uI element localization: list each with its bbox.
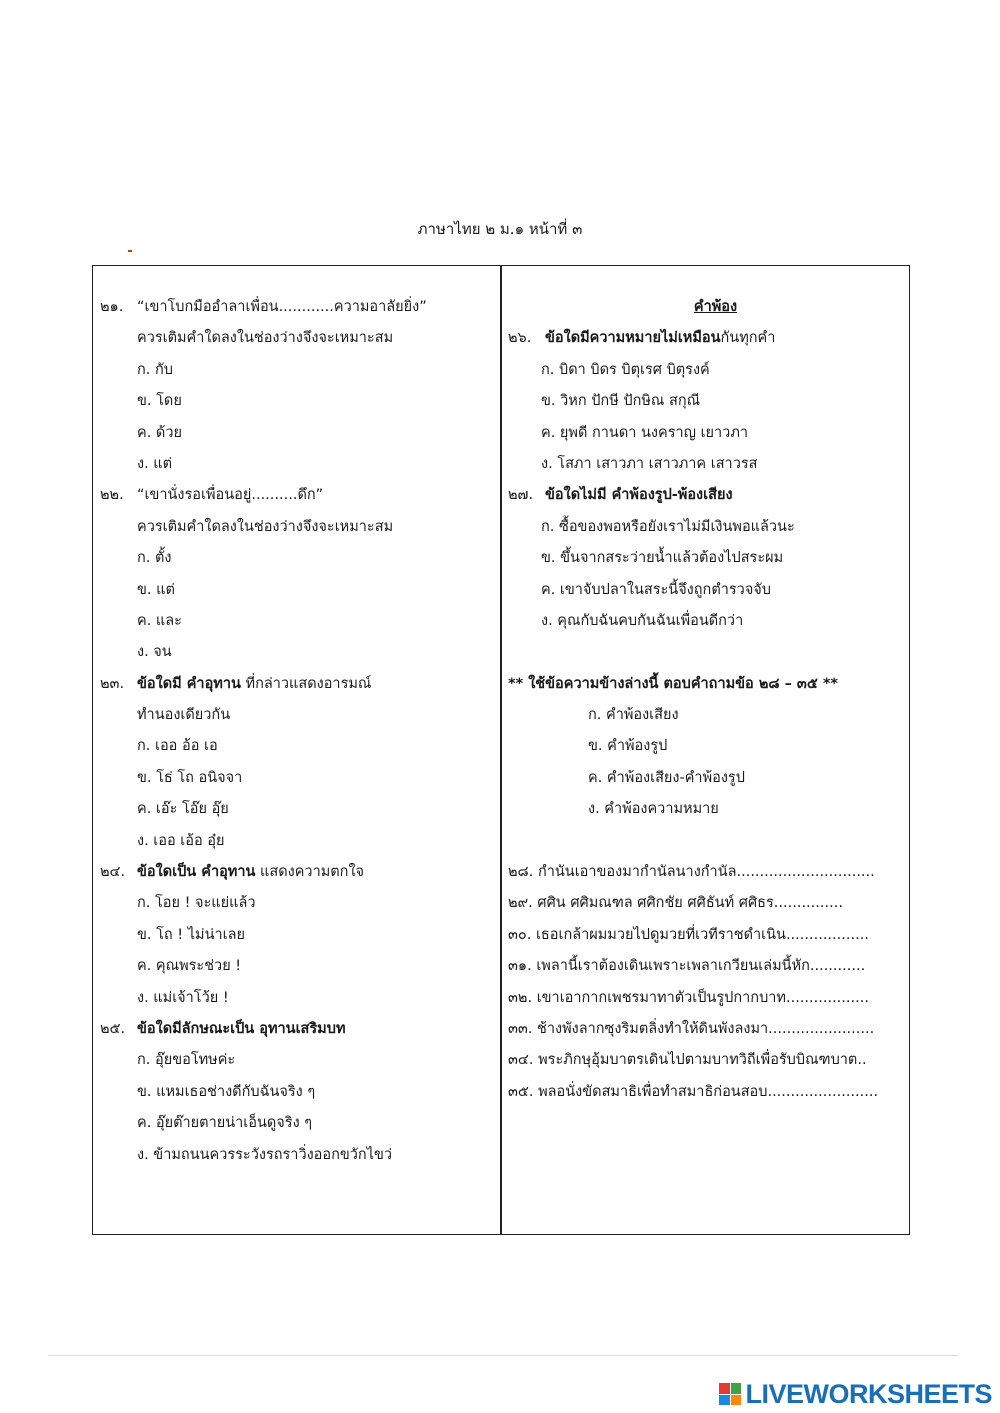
option-c[interactable]: ค. ยุพดี กานดา นงคราญ เยาวภา — [541, 424, 749, 441]
scan-edge — [48, 1355, 958, 1356]
option-d[interactable]: ง. โสภา เสาวภา เสาวภาค เสาวรส — [541, 455, 758, 472]
left-column — [100, 292, 495, 1171]
liveworksheets-logo-icon — [719, 1383, 741, 1405]
option-d[interactable]: ง. ข้ามถนนควรระวังรถราวิ่งออกขวักไขว่ — [137, 1146, 393, 1163]
option-b[interactable]: ข. ขึ้นจากสระว่ายน้ำแล้วต้องไปสระผม — [541, 550, 784, 567]
question-22 — [100, 480, 495, 511]
option-a[interactable]: ก. เออ อ้อ เอ — [137, 738, 218, 755]
question-23 — [100, 669, 495, 700]
answer-key-b: ข. คำพ้องรูป — [588, 738, 668, 755]
option-a[interactable]: ก. บิดา บิดร บิตุเรศ บิตุรงค์ — [541, 361, 710, 378]
question-text-tail: ที่กล่าวแสดงอารมณ์ — [240, 675, 372, 692]
right-column — [508, 292, 903, 1108]
question-text: ข้อใดมีลักษณะเป็น — [137, 1020, 260, 1037]
spacer — [508, 826, 903, 857]
fill-question-28[interactable]: ๒๘. กำนันเอาของมากำนัลนางกำนัล.............................. — [508, 864, 875, 881]
option-b[interactable]: ข. แต่ — [137, 581, 175, 598]
option-b[interactable]: ข. โถ ! ไม่น่าเลย — [137, 926, 245, 943]
option-c[interactable]: ค. เอ๊ะ โอ๊ย อุ๊ย — [137, 801, 229, 818]
option-d[interactable]: ง. เออ เอ้อ อุ๋ย — [137, 832, 225, 849]
keyword: คำอุทาน — [186, 675, 241, 692]
option-a[interactable]: ก. ตั้ง — [137, 550, 172, 567]
question-25 — [100, 1014, 495, 1045]
option-b[interactable]: ข. แหมเธอช่างดีกับฉันจริง ๆ — [137, 1083, 316, 1100]
option-a[interactable]: ก. โอย ! จะแย่แล้ว — [137, 895, 256, 912]
question-number: ๒๗. — [508, 487, 534, 504]
question-number: ๒๖. — [508, 330, 532, 347]
option-a[interactable]: ก. ซื้อของพอหรือยังเราไม่มีเงินพอแล้วนะ — [541, 518, 795, 535]
question-number: ๒๔. — [100, 864, 126, 881]
question-text-tail: คำพ้องรูป-พ้องเสียง — [606, 487, 733, 504]
fill-question-30[interactable]: ๓๐. เธอเกล้าผมมวยไปดูมวยที่เวทีราชดำเนิน.................. — [508, 926, 869, 943]
question-text: “เขานั่งรอเพื่อนอยู่..........ดึก” — [137, 487, 324, 504]
option-b[interactable]: ข. วิหก ปักษี ปักษิณ สกุณี — [541, 393, 701, 410]
question-text: ข้อใดเป็น — [137, 864, 202, 881]
question-number: ๒๒. — [100, 487, 124, 504]
page-title: ภาษาไทย ๒ ม.๑ หน้าที่ ๓ — [417, 220, 583, 238]
option-a[interactable]: ก. อุ๊ยขอโทษค่ะ — [137, 1052, 236, 1069]
keyword: ไม่มี — [580, 487, 607, 504]
question-text: “เขาโบกมืออำลาเพื่อน............ความอาลัยยิ่ง” — [137, 299, 427, 315]
option-d[interactable]: ง. แม่เจ้าโว้ย ! — [137, 989, 229, 1006]
option-d[interactable]: ง. จน — [137, 644, 172, 661]
ink-mark — [128, 250, 132, 252]
option-b[interactable]: ข. โดย — [137, 393, 182, 410]
question-21 — [100, 292, 495, 323]
question-instruction: ควรเติมคำใดลงในช่องว่างจึงจะเหมาะสม — [137, 330, 394, 347]
option-b[interactable]: ข. โธ่ โถ อนิจจา — [137, 769, 243, 786]
option-d[interactable]: ง. แต่ — [137, 455, 173, 472]
keyword: ไม่เหมือน — [660, 330, 721, 347]
fill-question-34[interactable]: ๓๔. พระภิกษุอุ้มบาตรเดินไปตามบาทวิถีเพื่อรับบิณฑบาต.. — [508, 1052, 867, 1069]
answer-key-d: ง. คำพ้องความหมาย — [588, 801, 719, 818]
spacer — [508, 637, 903, 668]
keyword: คำอุทาน — [201, 864, 256, 881]
keyword: อุทานเสริมบท — [259, 1020, 346, 1037]
question-number: ๒๓. — [100, 675, 125, 692]
option-a[interactable]: ก. กับ — [137, 361, 173, 378]
question-text-line2: ทำนองเดียวกัน — [137, 707, 231, 724]
question-text: ข้อใด — [545, 487, 581, 504]
question-text-tail: แสดงความตกใจ — [255, 864, 365, 881]
option-c[interactable]: ค. คุณพระช่วย ! — [137, 958, 242, 975]
column-divider — [500, 265, 502, 1235]
brand-watermark — [719, 1379, 992, 1409]
answer-key-c: ค. คำพ้องเสียง-คำพ้องรูป — [588, 769, 745, 786]
instruction-banner: ** ใช้ข้อความข้างล่างนี้ ตอบคำถามข้อ ๒๘ – ๓๕ ** — [508, 675, 839, 692]
section-heading: คำพ้อง — [693, 299, 738, 315]
option-c[interactable]: ค. และ — [137, 612, 182, 629]
option-c[interactable]: ค. ด้วย — [137, 424, 182, 441]
question-number: ๒๑. — [100, 299, 124, 315]
option-d[interactable]: ง. คุณกับฉันคบกันฉันเพื่อนดีกว่า — [541, 612, 744, 629]
fill-question-31[interactable]: ๓๑. เพลานี้เราต้องเดินเพราะเพลาเกวียนเล่มนี้หัก............ — [508, 958, 866, 975]
question-24 — [100, 857, 495, 888]
question-number: ๒๕. — [100, 1020, 126, 1037]
option-c[interactable]: ค. อุ๊ยต๊ายตายน่าเอ็นดูจริง ๆ — [137, 1115, 313, 1132]
fill-question-32[interactable]: ๓๒. เขาเอากากเพชรมาทาตัวเป็นรูปกากบาท.................. — [508, 989, 869, 1006]
brand-name: LIVEWORKSHEETS — [745, 1378, 992, 1409]
question-text-tail: กันทุกคำ — [720, 330, 776, 347]
option-c[interactable]: ค. เขาจับปลาในสระนี้จึงถูกตำรวจจับ — [541, 581, 772, 598]
question-text: ข้อใดมี — [137, 675, 187, 692]
answer-key-a: ก. คำพ้องเสียง — [588, 707, 679, 724]
fill-question-35[interactable]: ๓๕. พลอนั่งขัดสมาธิเพื่อทำสมาธิก่อนสอบ........................ — [508, 1083, 879, 1100]
question-instruction: ควรเติมคำใดลงในช่องว่างจึงจะเหมาะสม — [137, 518, 394, 535]
fill-question-29[interactable]: ๒๙. ศศิน ศศิมณฑล ศศิกชัย ศศิธันท์ ศศิธร............... — [508, 895, 843, 912]
question-26 — [508, 323, 903, 354]
question-27 — [508, 480, 903, 511]
fill-question-33[interactable]: ๓๓. ช้างพังลากซุงริมตลิ่งทำให้ดินพังลงมา....................... — [508, 1020, 875, 1037]
question-text: ข้อใดมีความหมาย — [545, 330, 661, 347]
